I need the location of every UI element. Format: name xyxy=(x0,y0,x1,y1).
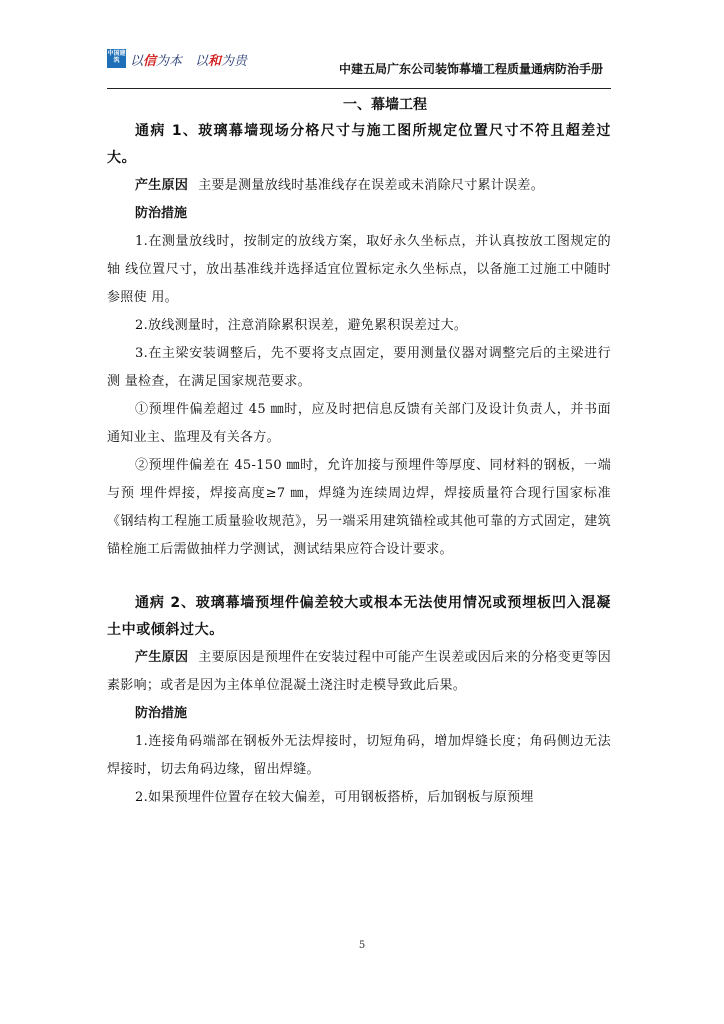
slogan-right-a: 以 xyxy=(195,54,209,69)
cause-label: 产生原因 xyxy=(135,650,189,665)
slogan-left-b: 信 xyxy=(143,54,157,69)
page-header xyxy=(107,40,611,92)
slogan-right-b: 和 xyxy=(208,54,222,69)
issue-2-measure-1: 1.连接角码端部在钢板外无法焊接时，切短角码，增加焊缝长度；角码侧边无法焊接时，切去角码边缘，留出焊缝。 xyxy=(107,734,611,777)
section-title: 一、幕墙工程 xyxy=(343,97,427,113)
issue-1-cause xyxy=(107,172,611,200)
header-divider xyxy=(107,88,611,89)
slogan-right xyxy=(195,50,247,69)
cause-text: 主要是测量放线时基准线存在误差或未消除尺寸累计误差。 xyxy=(198,178,545,193)
issue-1-title: 通病 1、玻璃幕墙现场分格尺寸与施工图所规定位置尺寸不符且超差过大。 xyxy=(107,123,611,166)
spacer xyxy=(107,564,611,590)
issue-2-measure-2: 2.如果预埋件位置存在较大偏差，可用钢板搭桥，后加钢板与原预埋 xyxy=(135,790,534,805)
issue-1-measure-2: 2.放线测量时，注意消除累积误差，避免累积误差过大。 xyxy=(135,318,468,333)
cause-label: 产生原因 xyxy=(135,178,189,193)
slogan-right-c: 为贵 xyxy=(221,54,248,69)
issue-1-measure-4: ①预埋件偏差超过 45 ㎜时，应及时把信息反馈有关部门及设计负责人，并书面通知业主、监理及有关各方。 xyxy=(107,402,611,445)
cause-text: 主要原因是预埋件在安装过程中可能产生误差或因后来的分格变更等因素影响；或者是因为主体单位混凝土浇注时走模导致此后果。 xyxy=(107,650,611,693)
page-number: 5 xyxy=(358,940,366,951)
slogan-left-a: 以 xyxy=(130,54,144,69)
document-body xyxy=(107,92,611,812)
company-logo: 中国建筑 xyxy=(107,49,126,68)
issue-1-measure-1: 1.在测量放线时，按制定的放线方案，取好永久坐标点，并认真按放工图规定的轴 线位置尺寸，放出基准线并选择适宜位置标定永久坐标点，以备施工过施工中随时参照使 用。 xyxy=(107,234,611,305)
issue-1-measure-5: ②预埋件偏差在 45-150 ㎜时，允许加接与预埋件等厚度、同材料的钢板，一端与预 埋件焊接，焊接高度≥7 ㎜，焊缝为连续周边焊，焊接质量符合现行国家标准《钢结构工程施工质量验收规范》，另一端采用建筑锚栓或其他可靠的方式固定，建筑锚栓施工后需做抽样力学测试，测试结果应符合设计要求。 xyxy=(107,458,611,557)
issue-1-measures-label: 防治措施 xyxy=(135,206,188,221)
header-title: 中建五局广东公司装饰幕墙工程质量通病防治手册 xyxy=(338,62,603,76)
issue-2-measures-label: 防治措施 xyxy=(135,706,188,721)
issue-2-title: 通病 2、玻璃幕墙预埋件偏差较大或根本无法使用情况或预埋板凹入混凝土中或倾斜过大。 xyxy=(107,595,611,638)
slogan-left xyxy=(130,50,182,69)
slogan-left-c: 为本 xyxy=(156,54,183,69)
issue-2-cause xyxy=(107,644,611,700)
issue-1-measure-3: 3.在主梁安装调整后，先不要将支点固定，要用测量仪器对调整完后的主梁进行测 量检查，在满足国家规范要求。 xyxy=(107,346,611,389)
